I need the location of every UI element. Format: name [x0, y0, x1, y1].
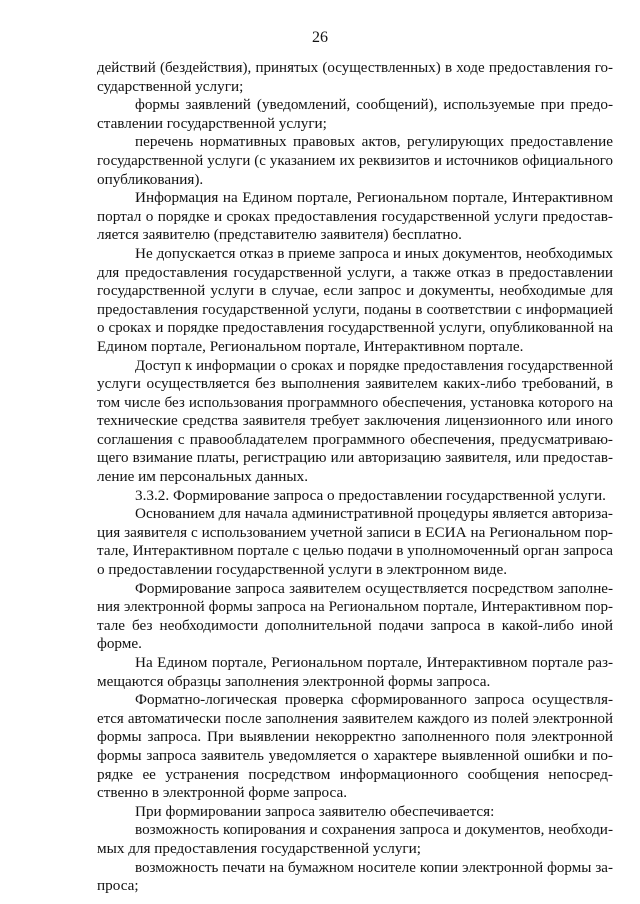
text-line: опубликования). [97, 170, 204, 188]
text-line: Едином портале, Региональном портале, Интерактивном портале. [97, 337, 524, 355]
text-line: ния электронной формы запроса на Региональном портале, Интерактивном пор- [97, 599, 613, 616]
text-line: формы запроса. При выявлении некорректно заполненного поля электронной [97, 728, 613, 746]
text-line: Не допускается отказ в приеме запроса и иных документов, необходимых [135, 244, 613, 262]
page-number: 26 [312, 29, 328, 46]
text-line: о предоставлении государственной услуги в электронном виде. [97, 561, 508, 579]
text-line: тале без необходимости дополнительной подачи запроса в какой-либо иной [97, 616, 613, 634]
text-line: ция заявителя с использованием учетной записи в ЕСИА на Региональном пор- [97, 523, 613, 541]
text-line: На Едином портале, Региональном портале, Интерактивном портале раз- [135, 654, 613, 671]
text-line: формы заявлений (уведомлений, сообщений), используемые при предо- [135, 96, 613, 114]
text-line: портал о порядке и сроках предоставления государственной услуги предостав- [97, 207, 613, 225]
text-line: Основанием для начала административной процедуры является авторизa- [135, 505, 613, 523]
text-line: Информация на Едином портале, Региональном портале, Интерактивном [135, 189, 613, 207]
text-line: 3.3.2. Формирование запроса о предоставлении государственной услуги. [135, 486, 606, 504]
text-line: Формирование запроса заявителем осуществляется посредством заполне- [135, 580, 613, 597]
text-line: ставлении государственной услуги; [97, 114, 327, 132]
text-line: услуги осуществляется без выполнения заявителем каких-либо требований, в [97, 375, 613, 393]
text-line: государственной услуги (с указанием их реквизитов и источников официального [97, 152, 613, 169]
text-line: соглашения с правообладателем программного обеспечения, предусматриваю- [97, 430, 613, 448]
text-line: проса; [97, 877, 139, 895]
text-line: о сроках и порядке предоставления государственной услуги, опубликованной на [97, 320, 613, 337]
text-line: ется автоматически после заполнения заявителем каждого из полей электронной [97, 710, 613, 727]
text-line: ляется заявителю (представителю заявителя) бесплатно. [97, 226, 462, 244]
document-body [97, 59, 613, 896]
text-line: форме. [97, 635, 142, 653]
text-line: возможность копирования и сохранения запроса и документов, необходи- [135, 821, 613, 839]
text-line: мещаются образцы заполнения электронной формы запроса. [97, 672, 491, 690]
text-line: мых для предоставления государственной услуги; [97, 839, 422, 857]
text-line: ственно в электронной форме запроса. [97, 784, 347, 802]
text-line: для предоставления государственной услуги, а также отказ в предоставлении [97, 263, 613, 281]
text-line: рядке ее устранения посредством информационного сообщения непосред- [97, 765, 613, 783]
text-line: государственной услуги в случае, если запрос и документы, необходимые для [97, 282, 613, 300]
text-line: технические средства заявителя требует заключения лицензионного или иного [97, 412, 613, 430]
text-line: Доступ к информации о сроках и порядке предоставления государственной [135, 357, 613, 374]
text-line: том числе без использования программного обеспечения, установка которого на [97, 394, 613, 411]
text-line: действий (бездействия), принятых (осуществленных) в ходе предоставления го- [97, 60, 613, 76]
text-line: ление им персональных данных. [97, 468, 308, 486]
text-line: возможность печати на бумажном носителе копии электронной формы за- [135, 859, 613, 876]
text-line: предоставления государственной услуги, поданы в соответствии с информацией [97, 301, 613, 318]
text-line: тале, Интерактивном портале с целью подачи в уполномоченный орган запроса [97, 542, 613, 560]
text-line: щего взимание платы, регистрацию или авторизацию заявителя, или предостав- [97, 450, 613, 467]
text-line: Форматно-логическая проверка сформированного запроса осуществля- [135, 691, 613, 709]
text-line: формы запроса заявитель уведомляется о характере выявленной ошибки и по- [97, 746, 613, 764]
text-line: сударственной услуги; [97, 77, 244, 95]
text-line: При формировании запроса заявителю обеспечивается: [135, 802, 495, 820]
text-line: перечень нормативных правовых актов, регулирующих предоставление [135, 133, 613, 151]
